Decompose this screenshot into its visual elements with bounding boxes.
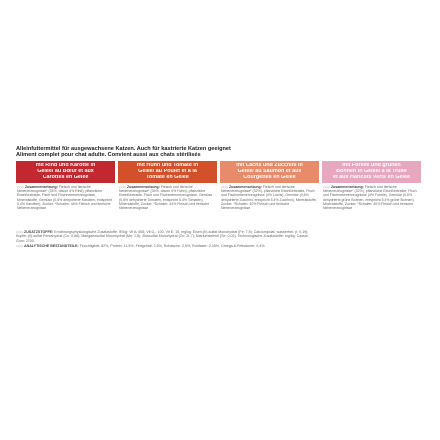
header-line: Gelee/ au Poulet et à la [138, 169, 197, 175]
composition-text: Fleisch und tierische Nebenerzeugnisse* (32%), pflanzliche Eiweißextrakte, Fisch und Fischnebenerzeugnisse (4% Lachs), Gemüse (0,6% dehydrierte Zucchini, entspricht 5,4% Zucchini), Mineralstoffe, Zucker. *Schalen: 40% Fleisch und tierische Nebenerzeugnisse [221, 184, 317, 211]
header-line: et aux Haricots verts en Gelée [332, 174, 410, 180]
composition-label: Zusammensetzung: [127, 184, 160, 189]
header-line: Tomate en Gelée [146, 174, 189, 180]
analytical-text: Feuchtigkeit: 82%, Protein: 11,5%, Fettgehalt: 2,5%, Rohasche: 2,5%, Rohfaser: 0,05%, Omega-6-Fettsäuren: 0,4%. [79, 244, 266, 249]
composition [16, 183, 115, 229]
header-line: Bohnen in Gelee/ à la Truite [336, 169, 407, 175]
language-flags-icon: ◇◇◇ [221, 184, 229, 189]
language-flags-icon: ◇◇◇ [119, 184, 127, 189]
additives-text: Ernährungsphysiologische Zusatzstoffe: IE/kg: Vit A: 655, Vit D₃: 100, Vit E: 15, mg/kg: Eisen-(II)-sulfat Monohydrat (Fe: 7,6); Calciumjodat, wasserfrei: (I: 0,19); Kupfer-(II)-sulfat Pentahydrat (Cu: 0,66); Manganosulfat Monohydrat (Mn: 1,5); Zinksulfat Monohydrat (Zn: 11,7); Natriumselenit (Se: 0,02). Technologische Zusatzstoffe: mg/kg: Cassia Gum: 2700. [16, 229, 309, 243]
variant-chicken-tomato [118, 161, 217, 229]
header-line: Gelee/ au Saumon et aux [237, 169, 302, 175]
language-flags-icon: ◇◇◇ [16, 229, 24, 234]
composition [118, 183, 217, 229]
variant-header [118, 161, 217, 183]
composition [322, 183, 421, 229]
composition-text: Fleisch und tierische Nebenerzeugnisse* (32%), pflanzliche Eiweißextrakte, Fisch und Fischnebenerzeugnisse (4% Forelle), Gemüse (0,6% dehydrierte grüne Bohnen, entspricht 5,4% grüne Bohnen), Mineralstoffe, Zucker. *Schalen: 40% Fleisch und tierische Nebenerzeugnisse [323, 184, 417, 211]
composition [220, 183, 319, 229]
language-flags-icon: ◇◇◇ [16, 244, 24, 249]
header-line: Carottes en Gelée [42, 174, 89, 180]
variant-beef-carrot [16, 161, 115, 229]
additives-label: ZUSATZSTOFFE: [24, 229, 54, 234]
composition-label: Zusammensetzung: [331, 184, 364, 189]
variant-header [322, 161, 421, 183]
pet-food-label [16, 146, 426, 248]
header-line: mit Rind und Karotte in [35, 163, 96, 169]
composition-label: Zusammensetzung: [25, 184, 58, 189]
variant-trout-green-beans [322, 161, 421, 229]
header-line: mit Huhn und Tomate in [136, 163, 199, 169]
intro-text [16, 146, 426, 159]
composition-text: Fleisch und tierische Nebenerzeugnisse* (34%, davon 4% Huhn), pflanzliche Eiweißextrakte, Fisch und Fischnebenerzeugnisse, Gemüse (0,6% dehydrierte Tomaten, entspricht 5,4% Tomaten), Mineralstoffe, Zucker. *Schalen: 44% Fleisch und tierische Nebenerzeugnisse [119, 184, 213, 211]
analytical-section [16, 244, 316, 248]
language-flags-icon: ◇◇◇ [17, 184, 25, 189]
header-line: Courgettes en Gelée [243, 174, 296, 180]
header-line: mit Lachs und Zucchini in [236, 163, 303, 169]
variant-salmon-zucchini [220, 161, 319, 229]
variant-columns [16, 161, 426, 229]
intro-line-fr: Aliment complet pour chat adulte. Convient aussi aux chats stérilisés [16, 152, 201, 159]
additives-section [16, 230, 316, 243]
analytical-label: ANALYTISCHE BESTANDTEILE: [24, 244, 79, 249]
composition-text: Fleisch und tierische Nebenerzeugnisse* (34%, davon 4% Rind), pflanzliche Eiweißextrakte, Fisch und Fischnebenerzeugnisse, Mineralstoffe, Gemüse (0,6% dehydrierte Karotten, entspricht 5,4% Karotten), Zucker. *Schalen: 44% Fleisch und tierische Nebenerzeugnisse [17, 184, 113, 211]
header-line: mit Forelle und grünen [342, 163, 401, 169]
header-line: Gelee/ au Bœuf et aux [37, 169, 94, 175]
variant-header [16, 161, 115, 183]
intro-line-de: Alleinfuttermittel für ausgewachsene Katzen. Auch für kastrierte Katzen geeignet [16, 146, 231, 152]
composition-label: Zusammensetzung: [229, 184, 262, 189]
language-flags-icon: ◇◇◇ [323, 184, 331, 189]
variant-header [220, 161, 319, 183]
